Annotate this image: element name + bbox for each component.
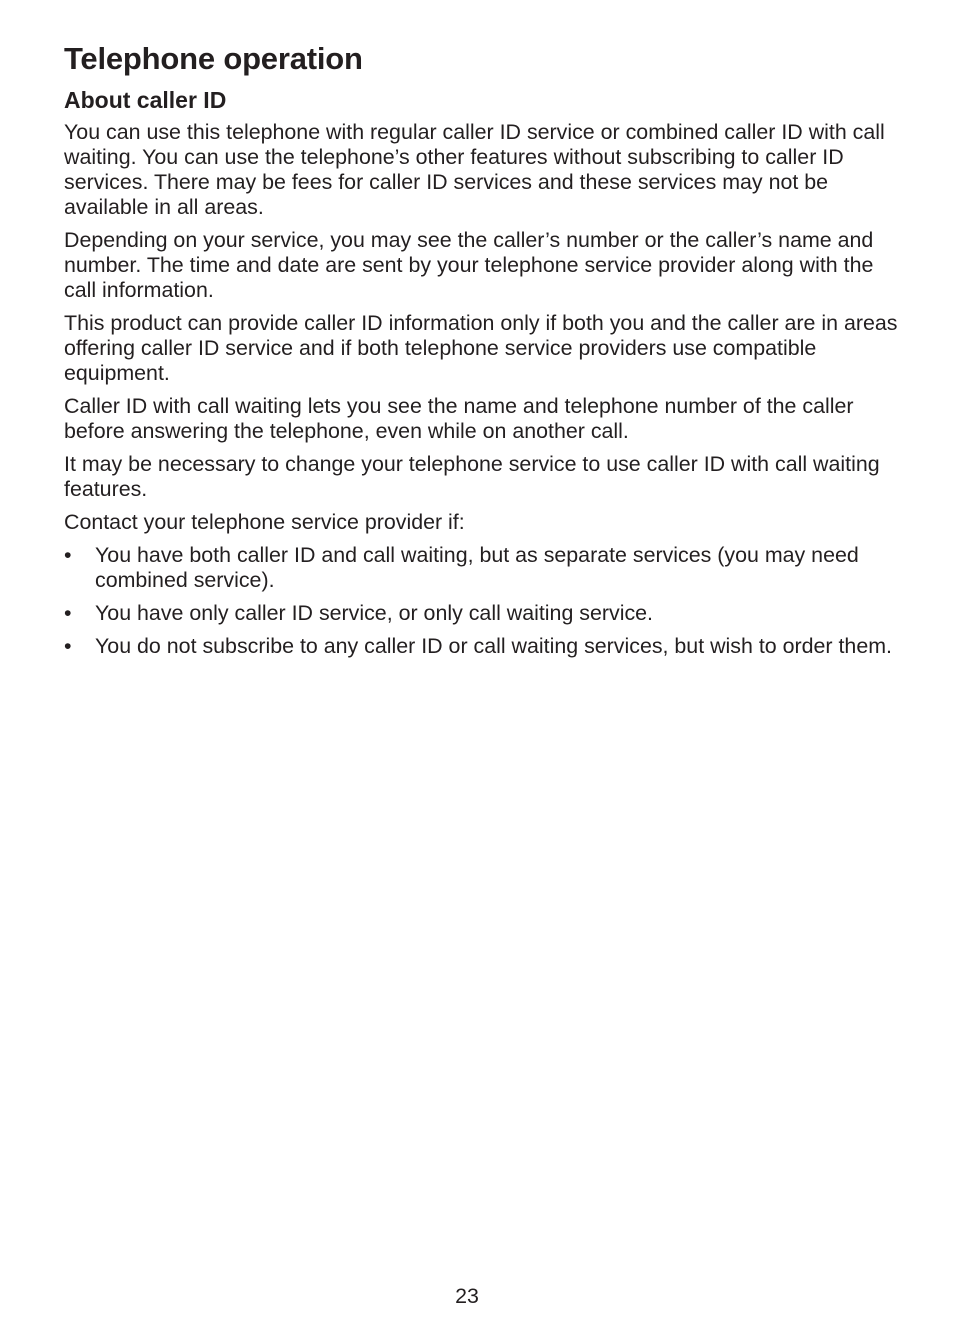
list-item (64, 634, 906, 659)
list-item (64, 543, 906, 593)
list-item-text: You have only caller ID service, or only call waiting service. (95, 601, 653, 625)
paragraph-service-display: Depending on your service, you may see the caller’s number or the caller’s name and number. The time and date are sent by your telephone service provider along with the call information. (64, 228, 874, 302)
bullet-icon: • (64, 634, 72, 658)
bullet-icon: • (64, 543, 72, 567)
page-title: Telephone operation (64, 41, 363, 76)
list-item-text: You do not subscribe to any caller ID or call waiting services, but wish to order them. (95, 634, 892, 658)
paragraph-contact-provider: Contact your telephone service provider if: (64, 510, 465, 534)
page-number: 23 (455, 1284, 479, 1308)
list-item-text: You have both caller ID and call waiting, but as separate services (you may need combined service). (95, 543, 859, 592)
paragraph-intro: You can use this telephone with regular caller ID service or combined caller ID with call waiting. You can use the telephone’s other features without subscribing to caller ID services. There may be fees for caller ID services and these services may not be available in all areas. (64, 120, 885, 219)
bullet-icon: • (64, 601, 72, 625)
bullet-list (64, 543, 906, 659)
document-page (64, 38, 906, 667)
list-item (64, 601, 906, 626)
paragraph-service-change: It may be necessary to change your telephone service to use caller ID with call waiting features. (64, 452, 880, 501)
paragraph-call-waiting: Caller ID with call waiting lets you see the name and telephone number of the caller before answering the telephone, even while on another call. (64, 394, 854, 443)
section-heading: About caller ID (64, 87, 227, 113)
paragraph-availability: This product can provide caller ID information only if both you and the caller are in areas offering caller ID service and if both telephone service providers use compatible equipment. (64, 311, 898, 385)
